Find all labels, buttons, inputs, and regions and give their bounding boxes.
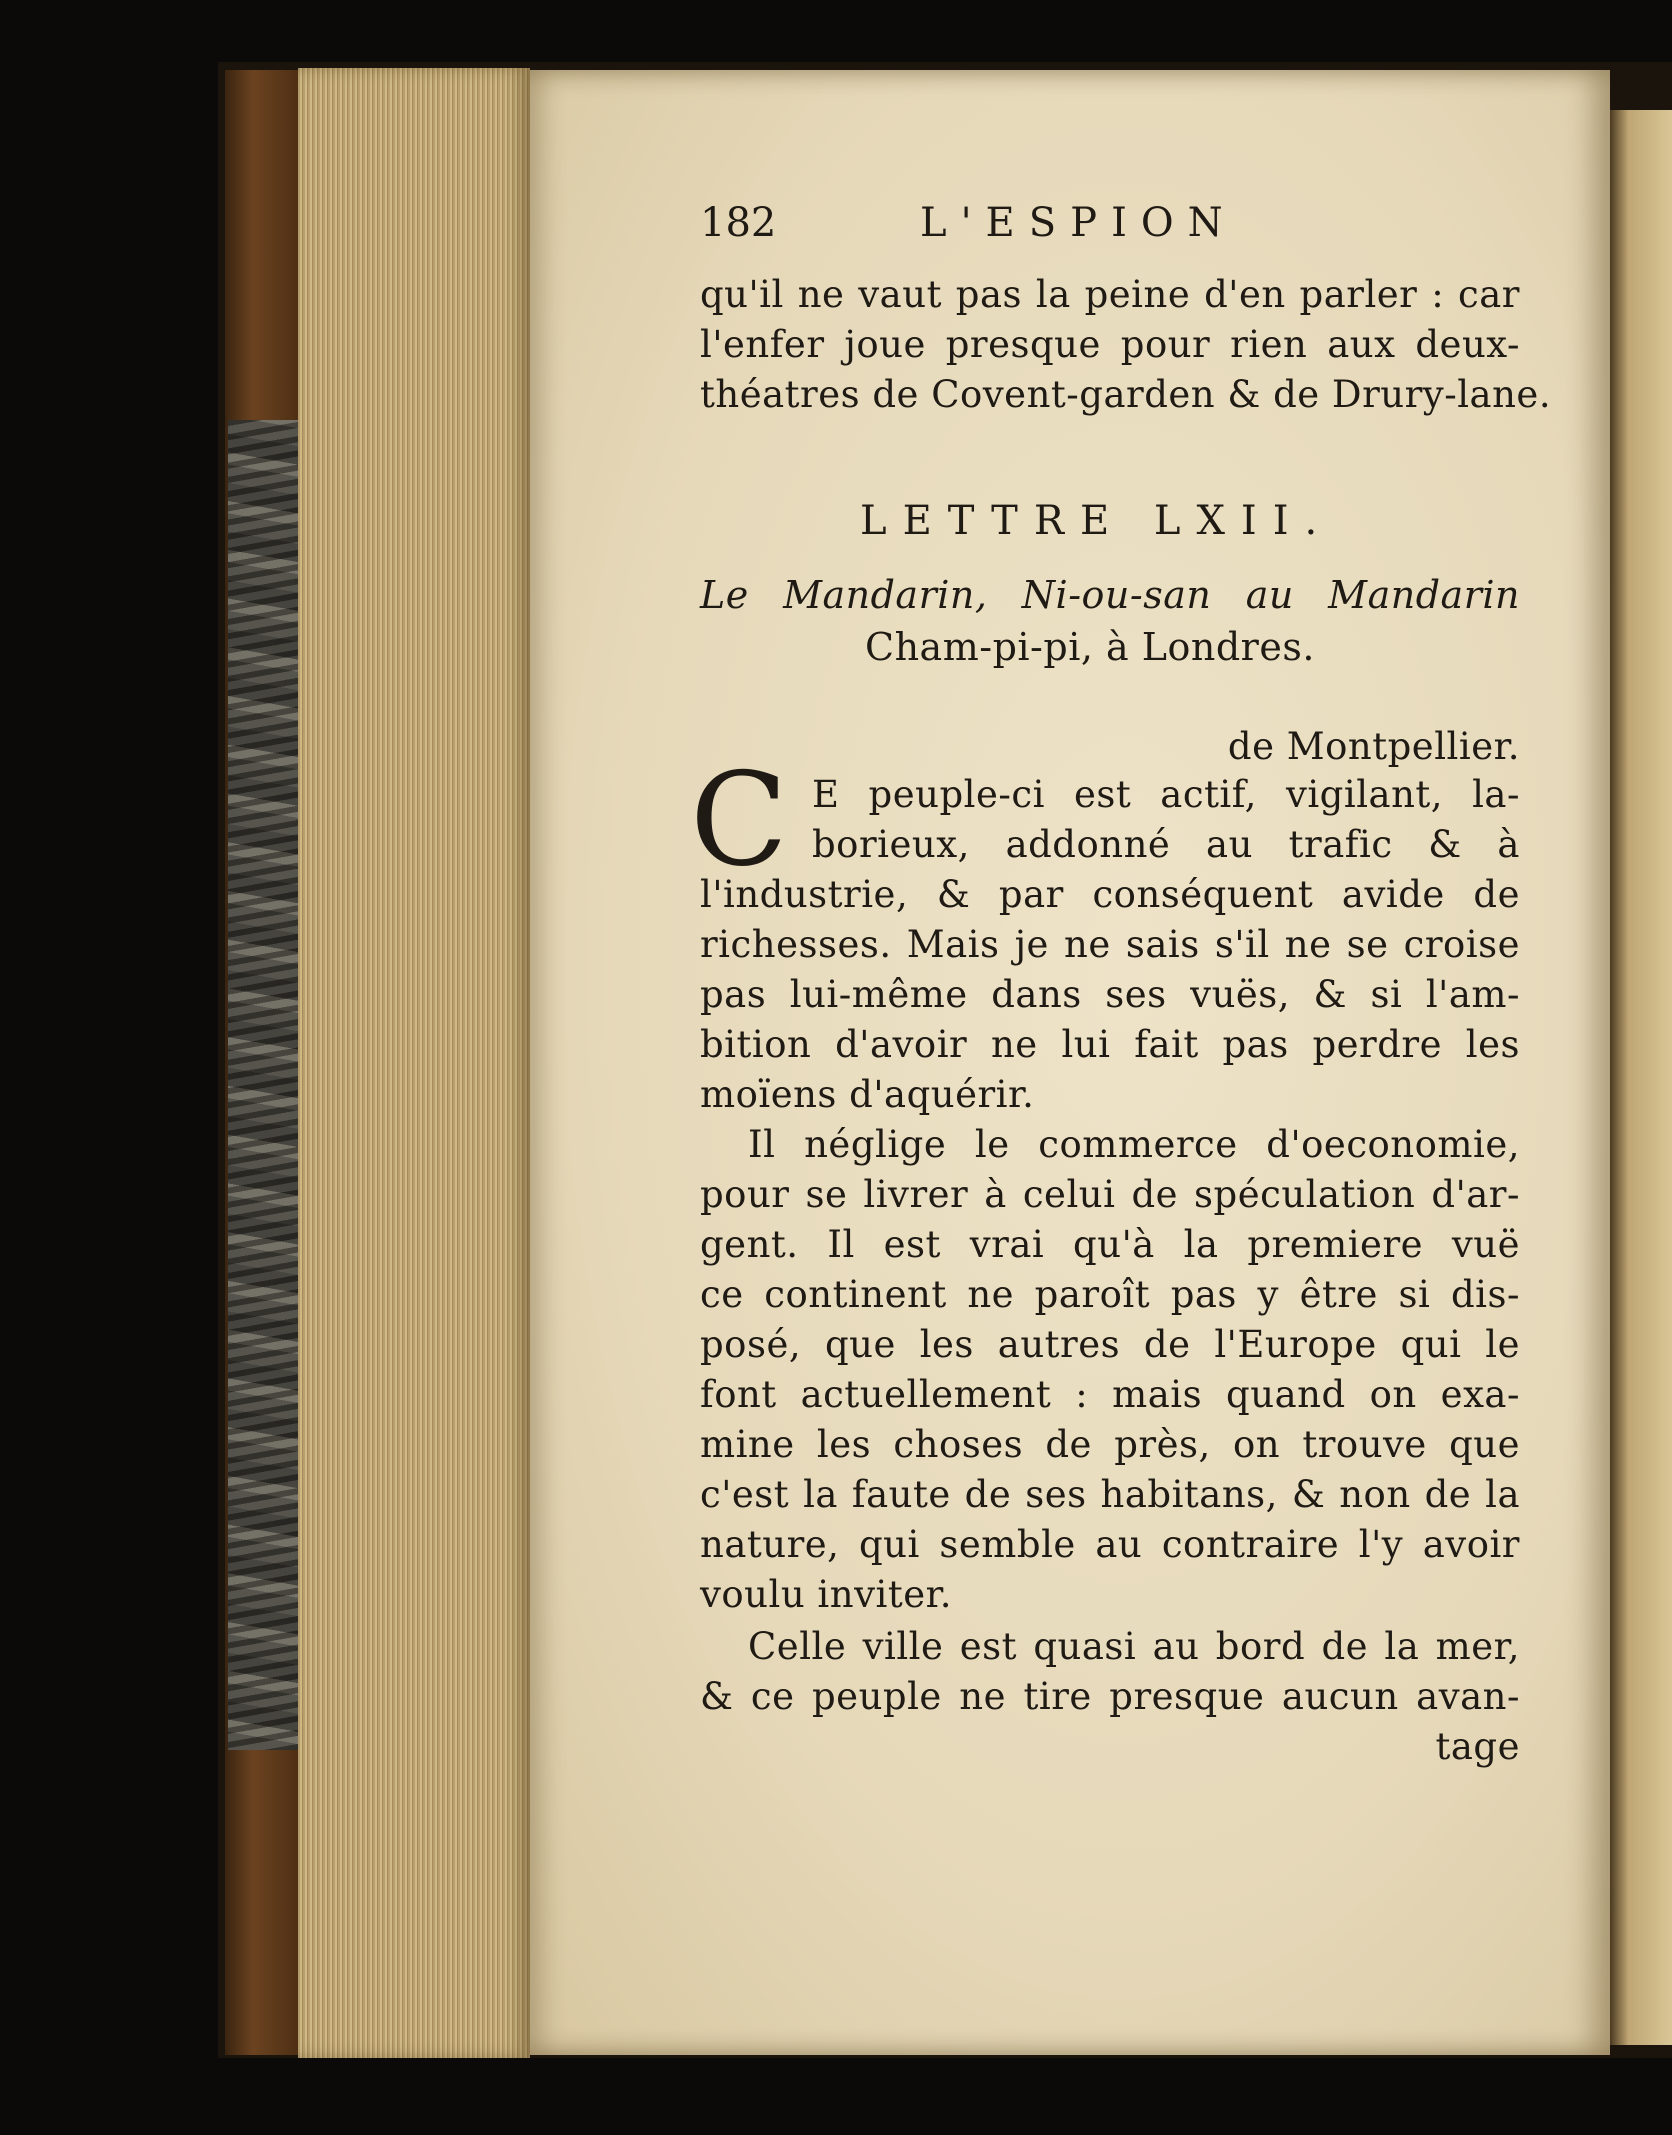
text-line: E peuple-ci est actif, vigilant, la- (812, 773, 1520, 816)
page-edges (298, 68, 530, 2058)
text-line: Celle ville est quasi au bord de la mer, (748, 1625, 1520, 1668)
text-line: bition d'avoir ne lui fait pas perdre les (700, 1023, 1520, 1066)
facing-page-edge (1610, 110, 1672, 2045)
text-line: font actuellement : mais quand on exa- (700, 1373, 1520, 1416)
address-line: Le Mandarin, Ni-ou-san au Mandarin (700, 573, 1520, 617)
place-line: de Montpellier. (1227, 725, 1520, 768)
text-line: pour se livrer à celui de spéculation d'ar- (700, 1173, 1520, 1216)
text-line: ce continent ne paroît pas y être si dis- (700, 1273, 1520, 1316)
text-line: l'industrie, & par conséquent avide de (700, 873, 1520, 916)
page-number: 182 (700, 200, 777, 246)
page-header (700, 200, 1520, 254)
text-line: gent. Il est vrai qu'à la premiere vuë (700, 1223, 1520, 1266)
catchword: tage (1435, 1725, 1520, 1768)
text-line: pas lui-même dans ses vuës, & si l'am- (700, 973, 1520, 1016)
text-line: Il néglige le commerce d'oeconomie, (748, 1123, 1520, 1166)
text-line: mine les choses de près, on trouve que (700, 1423, 1520, 1466)
text-line: théatres de Covent-garden & de Drury-lane. (700, 373, 1552, 416)
text-line: qu'il ne vaut pas la peine d'en parler : car (700, 273, 1520, 316)
address-line: Cham-pi-pi, à Londres. (865, 625, 1315, 669)
text-line: c'est la faute de ses habitans, & non de la (700, 1473, 1520, 1516)
marbled-board (228, 420, 306, 1750)
text-line: & ce peuple ne tire presque aucun avan- (700, 1675, 1520, 1718)
text-line: voulu inviter. (700, 1573, 952, 1616)
text-line: posé, que les autres de l'Europe qui le (700, 1323, 1520, 1366)
drop-cap: C (690, 746, 788, 895)
running-title: L'ESPION (920, 200, 1237, 246)
letter-heading: LETTRE LXII. (860, 498, 1334, 544)
text-line: moïens d'aquérir. (700, 1073, 1035, 1116)
text-line: l'enfer joue presque pour rien aux deux- (700, 323, 1520, 366)
text-line: nature, qui semble au contraire l'y avoir (700, 1523, 1520, 1566)
text-line: richesses. Mais je ne sais s'il ne se croise (700, 923, 1520, 966)
text-line: borieux, addonné au trafic & à (812, 823, 1520, 866)
